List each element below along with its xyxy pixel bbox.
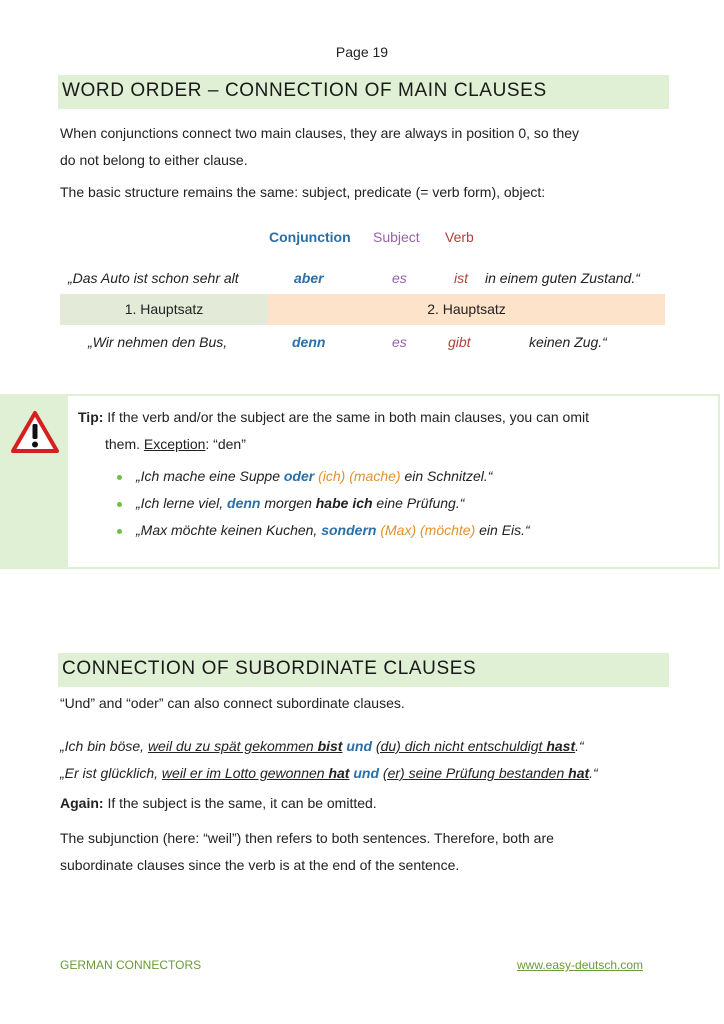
footer-website-link[interactable]: www.easy-deutsch.com (517, 958, 644, 972)
again-paragraph (60, 790, 680, 817)
header-verb: Verb (445, 229, 474, 245)
section-heading-subordinate-clauses (58, 653, 669, 687)
section-title: WORD ORDER – CONNECTION OF MAIN CLAUSES (62, 80, 547, 101)
structure-paragraph: The basic structure remains the same: subject, predicate (= verb form), object: (60, 184, 546, 200)
again-label: Again: (60, 795, 104, 811)
example-row1-start: „Das Auto ist schon sehr alt (68, 270, 239, 286)
tip-bullet-1: „Ich mache eine Suppe oder (ich) (mache) ein Schnitzel.“ (136, 468, 493, 484)
section-title: CONNECTION OF SUBORDINATE CLAUSES (62, 658, 477, 679)
tip-line2-post: : “den” (205, 436, 246, 452)
example-row1-verb: ist (454, 270, 468, 286)
final-line: subordinate clauses since the verb is at the end of the sentence. (60, 857, 460, 873)
bullet-dot (117, 502, 122, 507)
example-row1-conjunction: aber (294, 270, 324, 286)
tip-line1: If the verb and/or the subject are the same in both main clauses, you can omit (103, 409, 590, 425)
subordinate-example-1: „Ich bin böse, weil du zu spät gekommen bist und (du) dich nicht entschuldigt hast.“ (60, 738, 584, 754)
example-row2-subject: es (392, 334, 407, 350)
hauptsatz-2-bar (268, 294, 665, 325)
hauptsatz-1-bar (60, 294, 268, 325)
example-row2-start: „Wir nehmen den Bus, (88, 334, 228, 350)
example-row1-subject: es (392, 270, 407, 286)
tip-bullet-2: „Ich lerne viel, denn morgen habe ich eine Prüfung.“ (136, 495, 465, 511)
intro-paragraph (60, 120, 680, 174)
hauptsatz-1-label: 1. Hauptsatz (124, 301, 204, 317)
bullet-dot (117, 529, 122, 534)
footer-title: GERMAN CONNECTORS (60, 958, 202, 972)
tip-bullet-3: „Max möchte keinen Kuchen, sondern (Max) (möchte) ein Eis.“ (136, 522, 530, 538)
section-heading-main-clauses (58, 75, 669, 109)
final-line: The subjunction (here: “weil”) then refers to both sentences. Therefore, both are (60, 830, 554, 846)
tip-label: Tip: (78, 409, 104, 425)
warning-icon (10, 410, 60, 454)
header-conjunction: Conjunction (269, 229, 351, 245)
header-subject: Subject (373, 229, 420, 245)
example-row1-rest: in einem guten Zustand.“ (485, 270, 640, 286)
final-paragraph (60, 825, 680, 879)
exception-label: Exception (143, 436, 206, 452)
page-number: Page 19 (335, 44, 389, 60)
subordinate-intro: “Und” and “oder” can also connect subordinate clauses. (60, 695, 405, 711)
tip-line2-pre: them. (105, 436, 144, 452)
bullet-dot (117, 475, 122, 480)
intro-line: do not belong to either clause. (60, 152, 248, 168)
example-row2-rest: keinen Zug.“ (529, 334, 607, 350)
hauptsatz-2-label: 2. Hauptsatz (427, 301, 506, 317)
subordinate-example-2: „Er ist glücklich, weil er im Lotto gewonnen hat und (er) seine Prüfung bestanden hat.“ (60, 765, 598, 781)
intro-line: When conjunctions connect two main clauses, they are always in position 0, so they (60, 125, 580, 141)
tip-text (78, 404, 698, 458)
example-row2-verb: gibt (448, 334, 471, 350)
example-row2-conjunction: denn (292, 334, 326, 350)
again-text: If the subject is the same, it can be omitted. (103, 795, 377, 811)
